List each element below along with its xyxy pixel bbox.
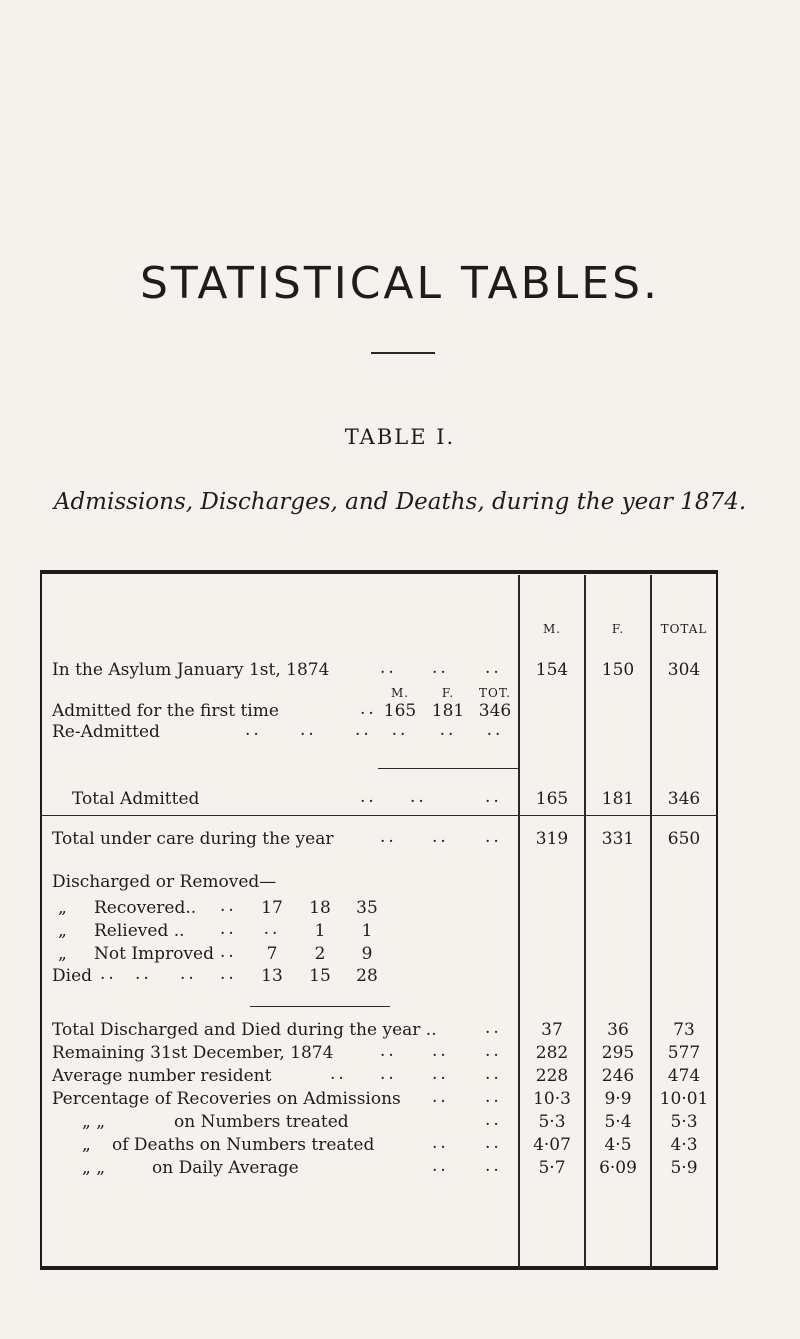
cell-total-under-care-m: 319 <box>535 829 569 849</box>
leader-dots: .. <box>360 699 377 719</box>
row-label-pct-deaths-avg: on Daily Average <box>152 1158 299 1178</box>
cell-pct-recov-adm-m: 10·3 <box>533 1089 571 1109</box>
row-label-average: Average number resident <box>52 1066 272 1086</box>
cell-in-asylum-m: 154 <box>535 660 569 680</box>
page-heading: STATISTICAL TABLES. <box>139 258 660 309</box>
leader-dots: .. <box>245 720 262 740</box>
cell-remaining-m: 282 <box>535 1043 569 1063</box>
leader-dots: .. <box>330 1064 347 1084</box>
subcol-header-f: F. <box>441 686 455 700</box>
subtotal-rule <box>378 768 518 769</box>
cell-pct-deaths-num-f: 4·5 <box>604 1135 632 1155</box>
ditto-mark: „ <box>58 944 67 964</box>
cell-not-improved-f: 2 <box>314 944 326 964</box>
ditto-mark: „ <box>58 898 67 918</box>
leader-dots: .. <box>432 1133 449 1153</box>
leader-dots: .. <box>410 787 427 807</box>
ditto-mark: „ <box>58 921 67 941</box>
leader-dots: .. <box>380 827 397 847</box>
leader-dots: .. <box>485 658 502 678</box>
subcol-header-m: M. <box>390 686 410 700</box>
cell-total-admitted-m: 165 <box>535 789 569 809</box>
leader-dots: .. <box>380 1064 397 1084</box>
cell-admitted-first-m: 165 <box>383 701 417 721</box>
cell-pct-deaths-num-m: 4·07 <box>533 1135 571 1155</box>
row-label-in-asylum: In the Asylum January 1st, 1874 <box>52 660 330 680</box>
cell-pct-deaths-avg-m: 5·7 <box>538 1158 566 1178</box>
cell-pct-recov-adm-f: 9·9 <box>604 1089 632 1109</box>
col-header-total: TOTAL <box>660 622 708 636</box>
cell-recovered-m: 17 <box>261 898 283 918</box>
cell-not-improved-m: 7 <box>266 944 278 964</box>
cell-pct-deaths-avg-total: 5·9 <box>670 1158 698 1178</box>
row-label-relieved: Relieved .. <box>94 921 185 941</box>
cell-died-tot: 28 <box>356 966 378 986</box>
cell-total-under-care-f: 331 <box>601 829 635 849</box>
subcol-header-tot: TOT. <box>479 686 511 700</box>
cell-not-improved-tot: 9 <box>361 944 373 964</box>
leader-dots: .. <box>432 1156 449 1176</box>
cell-in-asylum-f: 150 <box>601 660 635 680</box>
cell-pct-deaths-avg-f: 6·09 <box>599 1158 637 1178</box>
leader-dots: .. <box>391 720 409 740</box>
row-label-remaining: Remaining 31st December, 1874 <box>52 1043 334 1063</box>
ditto-mark: „ „ <box>82 1158 106 1178</box>
cell-total-admitted-total: 346 <box>667 789 701 809</box>
cell-recovered-f: 18 <box>309 898 331 918</box>
row-label-pct-recov-num: on Numbers treated <box>174 1112 349 1132</box>
cell-pct-recov-num-total: 5·3 <box>670 1112 698 1132</box>
ditto-mark: „ „ <box>82 1112 106 1132</box>
table-caption: Admissions, Discharges, and Deaths, during the year 1874. <box>53 489 747 515</box>
leader-dots: .. <box>355 720 372 740</box>
row-label-admitted-first: Admitted for the first time <box>52 701 279 721</box>
leader-dots: .. <box>220 942 237 962</box>
cell-recovered-tot: 35 <box>356 898 378 918</box>
row-label-re-admitted: Re-Admitted <box>52 722 160 742</box>
cell-admitted-first-f: 181 <box>431 701 465 721</box>
cell-pct-recov-num-f: 5·4 <box>604 1112 632 1132</box>
leader-dots: .. <box>220 919 237 939</box>
section-rule <box>42 815 718 816</box>
cell-total-discharged-m: 37 <box>541 1020 563 1040</box>
cell-died-m: 13 <box>261 966 283 986</box>
cell-in-asylum-total: 304 <box>667 660 701 680</box>
ditto-mark: „ <box>82 1135 91 1155</box>
cell-average-f: 246 <box>601 1066 635 1086</box>
leader-dots: .. <box>220 896 237 916</box>
cell-average-m: 228 <box>535 1066 569 1086</box>
cell-average-total: 474 <box>667 1066 701 1086</box>
cell-admitted-first-tot: 346 <box>478 701 512 721</box>
row-label-pct-deaths-num: of Deaths on Numbers treated <box>112 1135 375 1155</box>
cell-pct-recov-num-m: 5·3 <box>538 1112 566 1132</box>
leader-dots: .. <box>485 1064 502 1084</box>
leader-dots: .. <box>485 827 502 847</box>
cell-relieved-m: .. <box>263 919 281 939</box>
leader-dots: .. <box>485 787 502 807</box>
leader-dots: .. <box>485 1133 502 1153</box>
leader-dots: .. <box>432 827 449 847</box>
leader-dots: .. <box>380 1041 397 1061</box>
cell-remaining-f: 295 <box>601 1043 635 1063</box>
leader-dots: .. <box>485 1110 502 1130</box>
leader-dots: .. <box>360 787 377 807</box>
leader-dots: .. <box>300 720 317 740</box>
leader-dots: .. <box>432 1087 449 1107</box>
leader-dots: .. <box>485 1018 502 1038</box>
cell-total-discharged-total: 73 <box>673 1020 695 1040</box>
leader-dots: .. <box>380 658 397 678</box>
leader-dots: .. <box>180 964 197 984</box>
heading-divider <box>371 352 435 354</box>
row-label-total-under-care: Total under care during the year <box>52 829 334 849</box>
leader-dots: .. <box>100 964 117 984</box>
cell-remaining-total: 577 <box>667 1043 701 1063</box>
leader-dots: .. <box>485 1156 502 1176</box>
leader-dots: .. <box>439 720 457 740</box>
cell-relieved-tot: 1 <box>361 921 373 941</box>
row-label-not-improved: Not Improved <box>94 944 214 964</box>
leader-dots: .. <box>485 1041 502 1061</box>
cell-total-admitted-f: 181 <box>601 789 635 809</box>
leader-dots: .. <box>485 1087 502 1107</box>
leader-dots: .. <box>135 964 152 984</box>
row-label-total-admitted: Total Admitted <box>72 789 200 809</box>
cell-total-discharged-f: 36 <box>607 1020 629 1040</box>
table-label: TABLE I. <box>344 425 456 449</box>
leader-dots: .. <box>432 1064 449 1084</box>
leader-dots: .. <box>432 1041 449 1061</box>
row-label-died: Died <box>52 966 93 986</box>
cell-pct-recov-adm-total: 10·01 <box>659 1089 709 1109</box>
row-label-recovered: Recovered.. <box>94 898 197 918</box>
col-header-m: M. <box>542 622 562 636</box>
col-header-f: F. <box>611 622 625 636</box>
leader-dots: .. <box>432 658 449 678</box>
cell-died-f: 15 <box>309 966 331 986</box>
cell-relieved-f: 1 <box>314 921 326 941</box>
leader-dots: .. <box>220 964 237 984</box>
leader-dots: .. <box>486 720 504 740</box>
row-label-discharged-header: Discharged or Removed— <box>52 872 277 892</box>
subtotal-rule <box>250 1006 390 1007</box>
row-label-total-discharged: Total Discharged and Died during the year .. <box>52 1020 437 1040</box>
cell-total-under-care-total: 650 <box>667 829 701 849</box>
cell-pct-deaths-num-total: 4·3 <box>670 1135 698 1155</box>
row-label-pct-recov-adm: Percentage of Recoveries on Admissions <box>52 1089 401 1109</box>
